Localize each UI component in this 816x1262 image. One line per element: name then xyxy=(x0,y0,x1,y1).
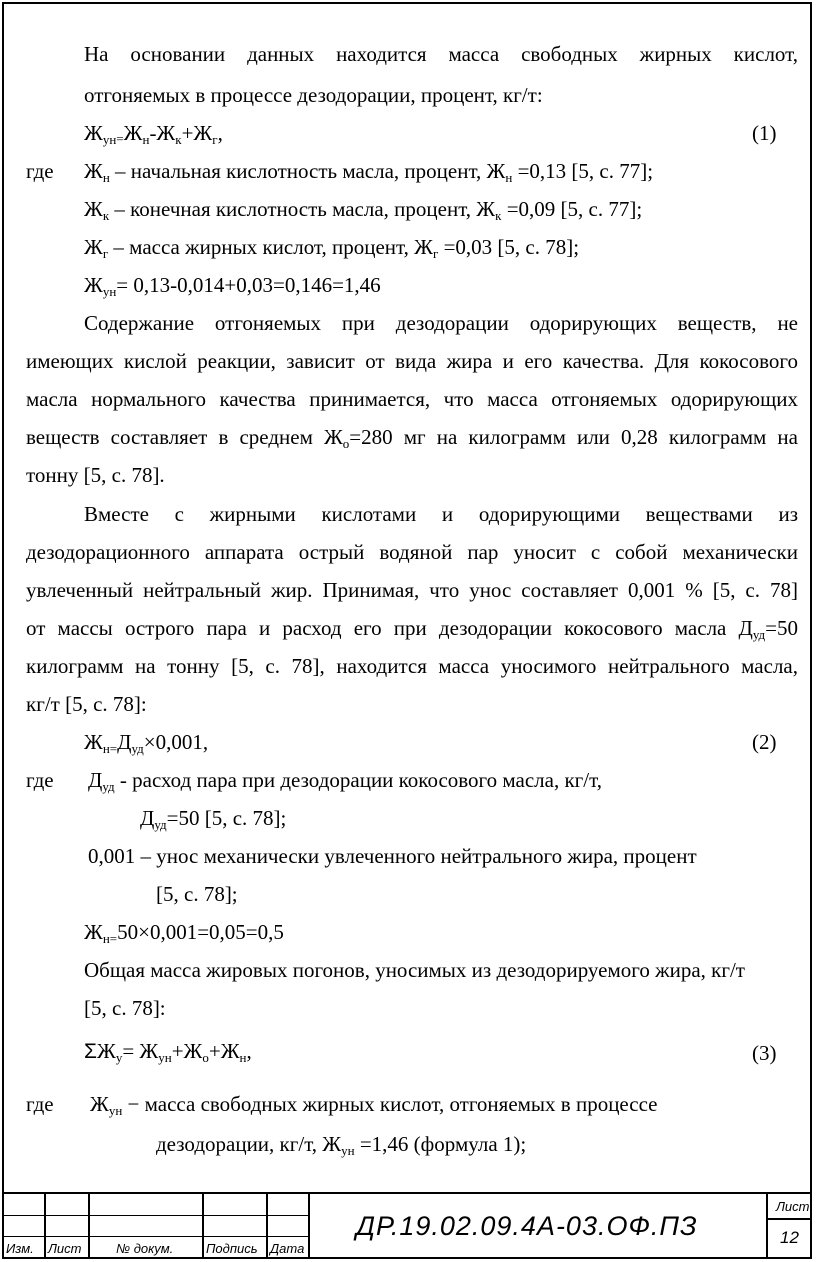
title-block xyxy=(2,1192,812,1259)
text-line: веществ составляет в среднем $Ж_о=280$ мг на килограмм или 0,28 килограмм на xyxy=(26,425,798,451)
stamp-izm-label: Изм. xyxy=(6,1241,34,1256)
text-line: Содержание отгоняемых при дезодорации одорирующих веществ, не xyxy=(84,311,798,335)
text-line: отгоняемых в процессе дезодорации, процент, кг/т: xyxy=(84,83,543,107)
document-code: ДР.19.02.09.4А-03.ОФ.ПЗ xyxy=(356,1211,698,1241)
stamp-list-label: Лист xyxy=(48,1241,82,1256)
equation-number-1: (1) xyxy=(752,121,777,145)
where-line: дезодорации, кг/т, $Ж_{ун} =1,46$ (формула 1); xyxy=(156,1132,527,1158)
where-line: [5, с. 78]; xyxy=(156,882,238,906)
text-line: увлеченный нейтральный жир. Принимая, что унос составляет 0,001 % [5, с. 78] xyxy=(26,578,798,602)
formula-2: $Ж_{н=}Д_{уд}\times 0,001$, xyxy=(84,730,209,756)
where-line: $Д_{уд}=50$ [5, с. 78]; xyxy=(140,806,287,832)
text-line: масла нормального качества принимается, что масса отгоняемых одорирующих xyxy=(26,387,798,411)
where-line: $Ж_к$ – конечная кислотность масла, процент, $Ж_к =0,09$ [5, с. 77]; xyxy=(84,197,643,223)
text-line: Вместе с жирными кислотами и одорирующими веществами из xyxy=(84,502,798,526)
where-label: где xyxy=(26,159,54,183)
where-line: $Д_{уд}$ - расход пара при дезодорации кокосового масла, кг/т, xyxy=(88,768,602,794)
text-line: кг/т [5, с. 78]: xyxy=(26,692,147,716)
text-line: имеющих кислой реакции, зависит от вида жира и его качества. Для кокосового xyxy=(26,349,798,373)
calc-line: $Ж_{ун}= 0,13-0,014+0,03=0,146=1,46$ xyxy=(84,273,381,299)
stamp-sheet-label: Лист xyxy=(776,1199,810,1214)
where-line: 0,001 – унос механически увлеченного нейтрального жира, процент xyxy=(88,844,697,868)
text-line: тонну [5, с. 78]. xyxy=(26,463,165,487)
formula-1: $Ж_{ун}=Ж_н-Ж_к+Ж_г$, xyxy=(84,121,223,147)
sheet-number: 12 xyxy=(780,1228,799,1247)
text-line: На основании данных находится масса свободных жирных кислот, xyxy=(84,42,798,66)
where-label: где xyxy=(26,1092,54,1116)
text-line: дезодорационного аппарата острый водяной пар уносит с собой механически xyxy=(26,540,798,564)
text-line: [5, с. 78]: xyxy=(84,996,166,1020)
where-line: $Ж_{ун}$ − масса свободных жирных кислот, отгоняемых в процессе xyxy=(90,1092,658,1118)
stamp-podpis-label: Подпись xyxy=(206,1241,258,1256)
text-line: от массы острого пара и расход его при дезодорации кокосового масла $Д_{уд}=50$ xyxy=(26,616,798,642)
stamp-dokum-label: № докум. xyxy=(116,1241,174,1256)
text-line: Общая масса жировых погонов, уносимых из дезодорируемого жира, кг/т xyxy=(84,958,745,982)
stamp-data-label: Дата xyxy=(270,1241,305,1256)
where-line: $Ж_г$ – масса жирных кислот, процент, $Ж_г =0,03$ [5, с. 78]; xyxy=(84,235,580,261)
equation-number-2: (2) xyxy=(752,730,777,754)
equation-number-3: (3) xyxy=(752,1041,777,1065)
formula-3: $\Sigma Ж_у= Ж_{ун}+Ж_о+Ж_н$, xyxy=(84,1039,252,1065)
text-line: килограмм на тонну [5, с. 78], находится масса уносимого нейтрального масла, xyxy=(26,654,798,678)
where-label: где xyxy=(26,768,54,792)
calc-line: $Ж_{н=}50\times 0,001=0,05=0,5$ xyxy=(84,920,284,946)
where-line: $Ж_н$ – начальная кислотность масла, процент, $Ж_н =0,13$ [5, с. 77]; xyxy=(84,159,654,185)
